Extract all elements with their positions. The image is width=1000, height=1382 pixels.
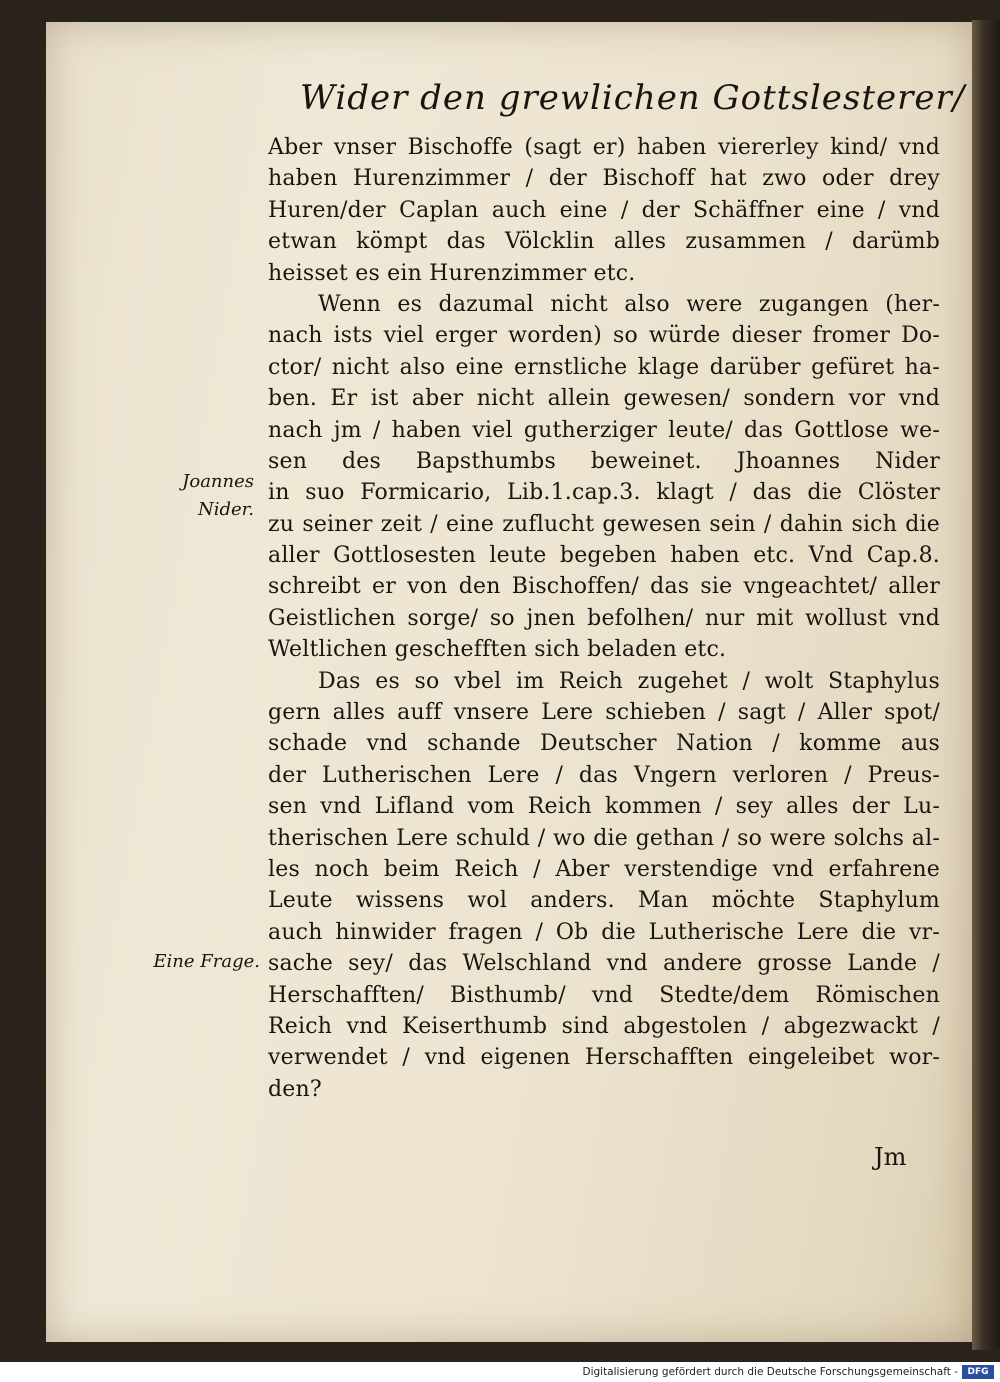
- body-line-31: den?: [268, 1076, 322, 1102]
- body-line-20: schade vnd schande Deutscher Nation / komme aus: [268, 731, 940, 757]
- body-line-12: in suo Formicario, Lib.1.cap.3. klagt / das die Clöster: [268, 480, 940, 506]
- body-line-10: nach jm / haben viel gutherziger leute/ das Gottlose we-: [268, 417, 940, 443]
- body-line-29: Reich vnd Keiserthumb sind abgestolen / abgezwackt /: [268, 1013, 940, 1039]
- body-line-6: Wenn es dazumal nicht also were zugangen (her-: [318, 291, 940, 317]
- marginal-note-frage: Eine Frage.: [153, 951, 260, 972]
- body-line-23: therischen Lere schuld / wo die gethan / so were solchs al-: [268, 825, 940, 851]
- body-line-15: schreibt er von den Bischoffen/ das sie vngeachtet/ aller: [268, 574, 940, 600]
- body-line-2: haben Hurenzimmer / der Bischoff hat zwo oder drey: [268, 166, 940, 192]
- body-line-28: Herschafften/ Bisthumb/ vnd Stedte/dem Römischen: [268, 982, 940, 1008]
- catchword: Jm: [874, 1143, 907, 1171]
- body-line-3: Huren/der Caplan auch eine / der Schäffner eine / vnd: [268, 197, 940, 223]
- body-line-14: aller Gottlosesten leute begeben haben etc. Vnd Cap.8.: [268, 543, 940, 569]
- body-line-8: ctor/ nicht also eine ernstliche klage darüber gefüret ha-: [268, 354, 940, 380]
- marginal-note-nider-line-2: Nider.: [197, 499, 254, 520]
- body-line-22: sen vnd Lifland vom Reich kommen / sey alles der Lu-: [268, 794, 940, 820]
- body-line-7: nach ists viel erger worden) so würde dieser fromer Do-: [268, 323, 940, 349]
- body-text: [268, 132, 940, 1105]
- marginal-note-nider: [150, 468, 254, 524]
- body-line-5: heisset es ein Hurenzimmer etc.: [268, 260, 636, 286]
- book-edge: [972, 20, 1000, 1350]
- body-line-25: Leute wissens wol anders. Man möchte Staphylum: [268, 888, 940, 914]
- body-line-26: auch hinwider fragen / Ob die Lutherische Lere die vr-: [268, 919, 940, 945]
- dfg-logo: DFG: [962, 1365, 994, 1379]
- body-line-30: verwendet / vnd eigenen Herschafften eingeleibet wor-: [268, 1045, 940, 1071]
- body-line-27: sache sey/ das Welschland vnd andere grosse Lande /: [268, 951, 940, 977]
- marginal-note-nider-line-1: Joannes: [182, 471, 254, 492]
- body-line-19: gern alles auff vnsere Lere schieben / sagt / Aller spot/: [268, 700, 940, 726]
- body-line-13: zu seiner zeit / eine zuflucht gewesen sein / dahin sich die: [268, 511, 940, 537]
- body-line-17: Weltlichen geschefften sich beladen etc.: [268, 637, 727, 663]
- body-line-16: Geistlichen sorge/ so jnen befolhen/ nur mit wollust vnd: [268, 605, 940, 631]
- body-line-1: Aber vnser Bischoffe (sagt er) haben viererley kind/ vnd: [268, 135, 940, 160]
- body-line-4: etwan kömpt das Völcklin alles zusammen / darümb: [268, 229, 940, 255]
- body-line-9: ben. Er ist aber nicht allein gewesen/ sondern vor vnd: [268, 386, 940, 412]
- body-line-21: der Lutherischen Lere / das Vngern verloren / Preus-: [268, 762, 940, 788]
- body-line-11: sen des Bapsthumbs beweinet. Jhoannes Nider: [268, 448, 940, 474]
- running-head: Wider den grewlichen Gottslesterer/: [300, 78, 966, 118]
- body-line-24: les noch beim Reich / Aber verstendige vnd erfahrene: [268, 856, 940, 882]
- body-line-18: Das es so vbel im Reich zugehet / wolt Staphylus: [318, 668, 940, 694]
- digitization-credit: Digitalisierung gefördert durch die Deutsche Forschungsgemeinschaft -: [582, 1366, 958, 1378]
